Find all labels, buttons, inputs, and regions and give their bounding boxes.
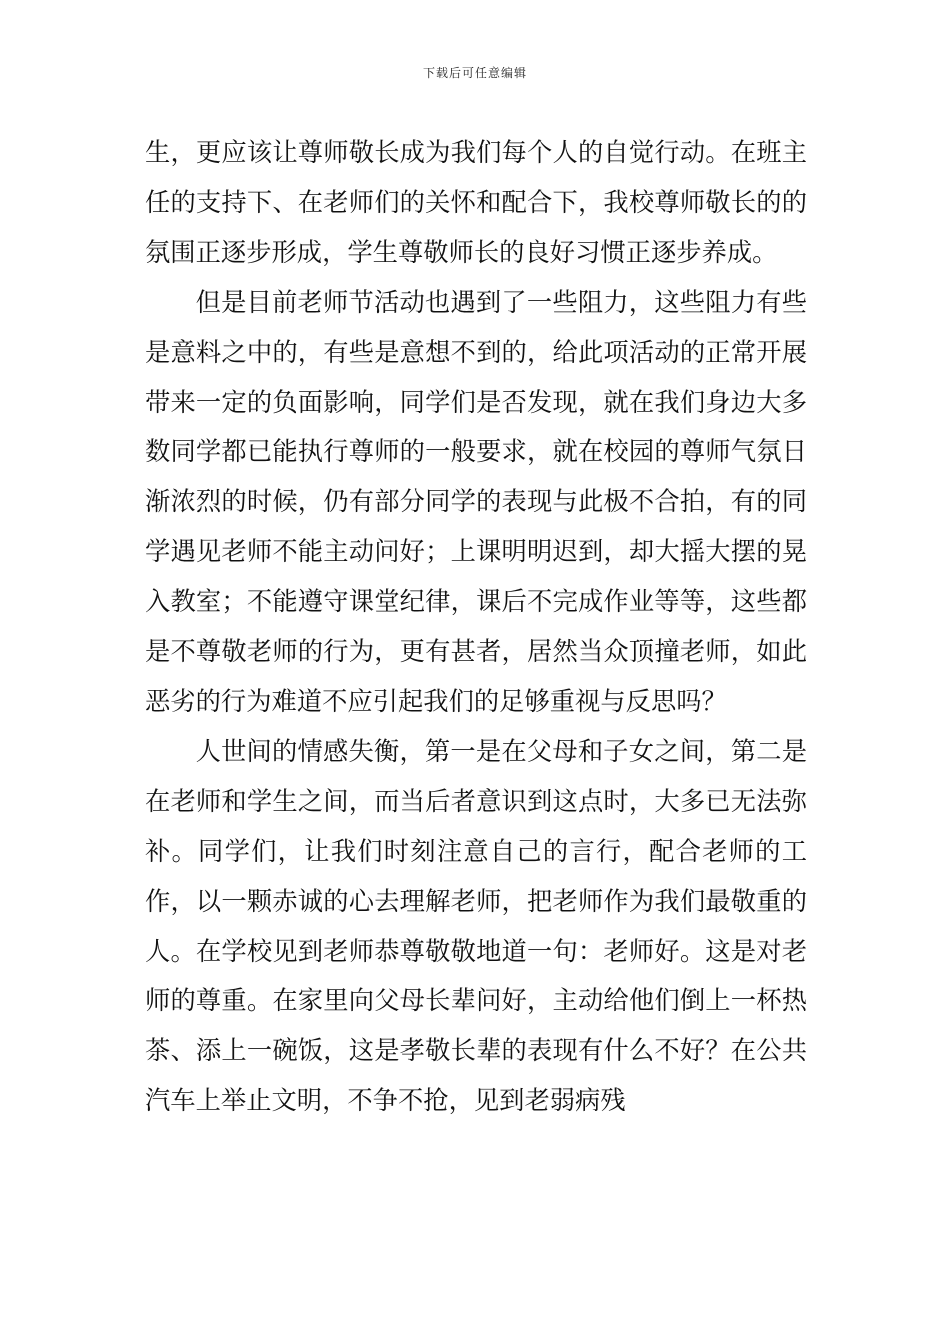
- paragraph: 人世间的情感失衡，第一是在父母和子女之间，第二是在老师和学生之间，而当后者意识到这点时，大多已无法弥补。同学们，让我们时刻注意自己的言行，配合老师的工作，以一颗赤诚的心去理解老师，把老师作为我们最敬重的人。在学校见到老师恭尊敬敬地道一句：老师好。这是对老师的尊重。在家里向父母长辈问好，主动给他们倒上一杯热茶、添上一碗饭，这是孝敬长辈的表现有什么不好？在公共汽车上举止文明，不争不抢，见到老弱病残: [145, 736, 807, 1116]
- document-body: [145, 128, 807, 1126]
- paragraph: 但是目前老师节活动也遇到了一些阻力，这些阻力有些是意料之中的，有些是意想不到的，给此项活动的正常开展带来一定的负面影响，同学们是否发现，就在我们身边大多数同学都已能执行尊师的一般要求，就在校园的尊师气氛日渐浓烈的时候，仍有部分同学的表现与此极不合拍，有的同学遇见老师不能主动问好；上课明明迟到，却大摇大摆的晃入教室；不能遵守课堂纪律，课后不完成作业等等，这些都是不尊敬老师的行为，更有甚者，居然当众顶撞老师，如此恶劣的行为难道不应引起我们的足够重视与反思吗？: [145, 287, 807, 716]
- page-header: 下载后可任意编辑: [422, 66, 527, 80]
- paragraph-continued: 生，更应该让尊师敬长成为我们每个人的自觉行动。在班主任的支持下、在老师们的关怀和配合下，我校尊师敬长的的氛围正逐步形成，学生尊敬师长的良好习惯正逐步养成。: [145, 138, 807, 267]
